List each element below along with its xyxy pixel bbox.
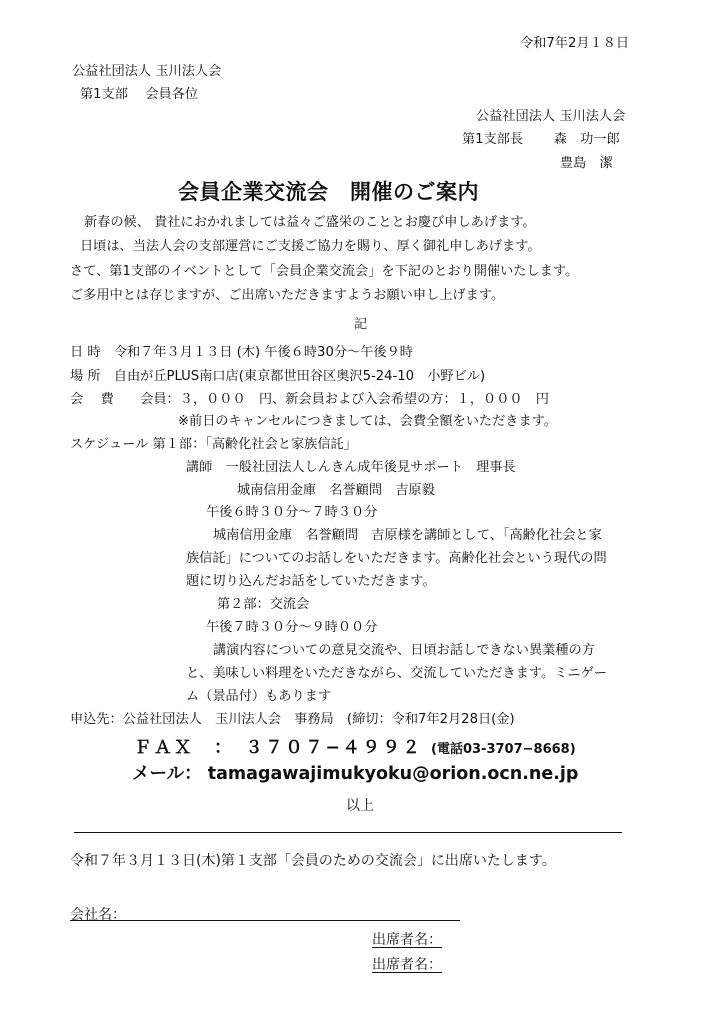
page-title: 会員企業交流会 開催のご案内: [178, 180, 479, 204]
fax-line: [134, 736, 576, 762]
part1-description-line-3: 題に切り込んだお話をしていただきます。: [186, 574, 436, 589]
greeting-line-1: 新春の候、 貴社におかれましては益々ご盛栄のこととお慶び申しあげます。: [84, 215, 536, 230]
document-date: 令和7年2月１８日: [520, 36, 630, 51]
email-line: メール： tamagawajimukyoku@orion.ocn.ne.jp: [132, 764, 579, 784]
attendee-name-label-2: 出席者名：: [372, 957, 442, 973]
cancel-note: ※前日のキャンセルにつきましては、会費全額をいただきます。: [178, 414, 557, 429]
recipient-organization: 公益社団法人 玉川法人会: [72, 64, 222, 79]
company-name-label: 会社名：: [70, 907, 126, 923]
ki-heading: 記: [354, 317, 368, 332]
greeting-line-2: 日頃は、当法人会の支部運営にご支援ご協力を賜り、厚く御礼申しあげます。: [80, 239, 541, 254]
part1-description-line-2: 族信託」についてのお話しをいただきます。高齢化社会という現代の問: [186, 551, 607, 566]
event-place: 場 所 自由が丘PLUS南口店(東京都世田谷区奥沢5-24-10 小野ビル): [70, 369, 486, 384]
lecturer-line-2: 城南信用金庫 名誉顧問 吉原毅: [237, 483, 435, 498]
part1-time: 午後６時３０分〜７時３０分: [206, 505, 378, 520]
application-contact: 申込先：公益社団法人 玉川法人会 事務局 (締切：令和7年2月28日(金): [70, 712, 515, 727]
recipient-addressee: 第1支部 会員各位: [80, 87, 199, 102]
attendance-statement: 令和７年３月１３日(木)第１支部「会員のための交流会」に出席いたします。: [70, 853, 556, 869]
part2-description-line-2: と、美味しい料理をいただきながら、交流していただきます。ミニゲー: [186, 666, 607, 681]
part2-heading: 第２部：交流会: [217, 597, 310, 612]
part1-description-line-1: 城南信用金庫 名誉顧問 吉原様を講師として、「高齢化社会と家: [213, 528, 602, 543]
phone-number: (電話03-3707−8668): [431, 742, 576, 757]
sender-branch-chief: 第1支部長 森 功一郎: [462, 132, 620, 147]
fax-number: ＦＡＸ ： ３７０７−４９９２: [134, 738, 423, 758]
attendee-name-label-1: 出席者名：: [372, 932, 442, 948]
event-datetime: 日 時 令和７年３月１３日 (木) 午後６時30分〜午後９時: [70, 345, 413, 360]
part2-description-line-1: 講演内容についての意見交流や、日頃お話しできない異業種の方: [213, 643, 595, 658]
company-name-field[interactable]: [70, 920, 460, 921]
part2-description-line-3: ム（景品付）もあります: [186, 689, 332, 704]
lecturer-line-1: 講師 一般社団法人しんきん成年後見サポート 理事長: [186, 460, 516, 475]
greeting-line-4: ご多用中とは存じますが、ご出席いただきますようお願い申し上げます。: [70, 288, 505, 303]
sender-second-name: 豊島 潔: [560, 156, 613, 171]
schedule-part1-heading: スケジュール 第１部：「高齢化社会と家族信託」: [70, 437, 357, 452]
greeting-line-3: さて、第1支部のイベントとして「会員企業交流会」を下記のとおり開催いたします。: [70, 264, 579, 279]
cut-line: [74, 832, 622, 833]
event-fee: 会 費 会員：３，０００ 円、新会員および入会希望の方：１，０００ 円: [70, 392, 549, 407]
closing-text: 以上: [346, 798, 374, 814]
sender-organization: 公益社団法人 玉川法人会: [476, 109, 626, 124]
part2-time: 午後７時３０分〜９時００分: [206, 620, 378, 635]
